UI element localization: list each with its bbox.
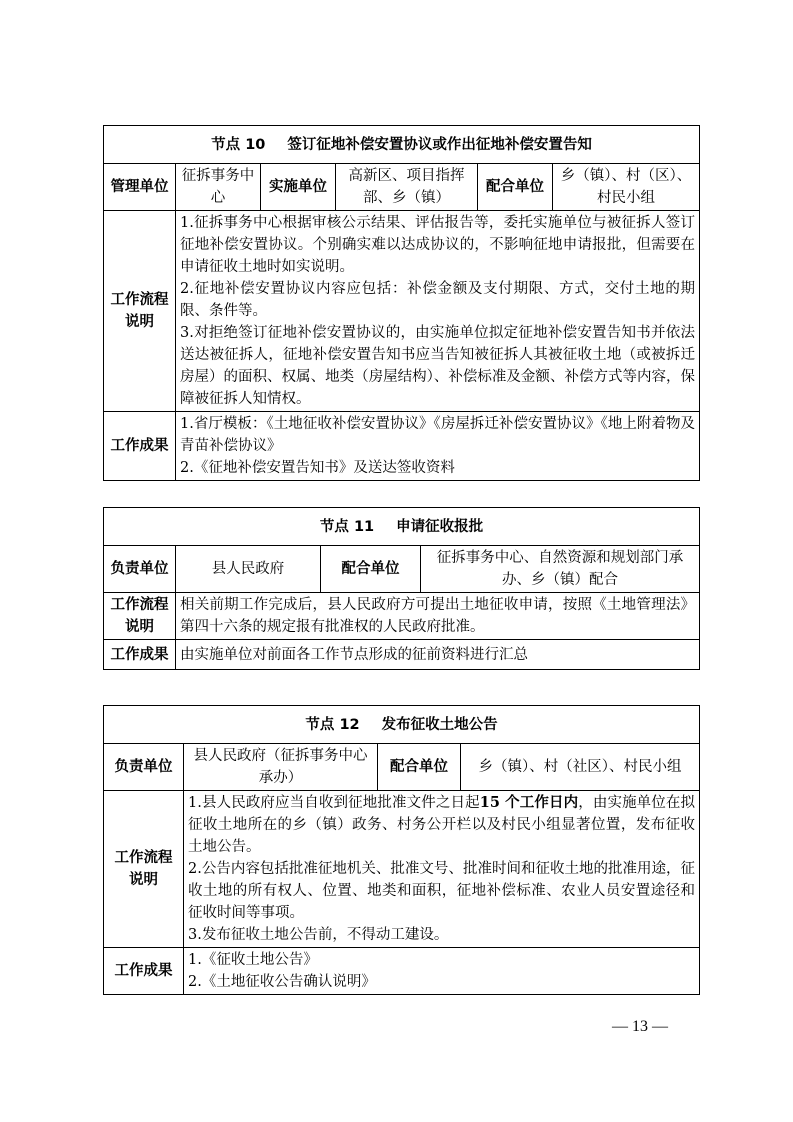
workflow-item-text: 1.县人民政府应当自收到征地批准文件之日起 — [188, 795, 480, 811]
workflow-item: 3.发布征收土地公告前，不得动工建设。 — [188, 927, 449, 943]
work-result-content — [184, 948, 700, 995]
node-12-table — [103, 705, 700, 995]
node-12-number: 节点 12 — [305, 716, 360, 733]
work-result-label: 工作成果 — [104, 412, 176, 481]
workflow-item: 2.征地补偿安置协议内容应包括：补偿金额及支付期限、方式，交付土地的期限、条件等。 — [180, 281, 696, 319]
mgmt-unit-label: 管理单位 — [104, 164, 176, 211]
node-10-title-text: 签订征地补偿安置协议或作出征地补偿安置告知 — [287, 136, 592, 153]
resp-unit-value: 县人民政府（征拆事务中心承办） — [184, 744, 378, 791]
mgmt-unit-value: 征拆事务中心 — [176, 164, 261, 211]
result-item: 2.《土地征收公告确认说明》 — [188, 974, 376, 990]
node-12-title-text: 发布征收土地公告 — [381, 716, 498, 733]
work-result-content: 由实施单位对前面各工作节点形成的征前资料进行汇总 — [176, 640, 700, 670]
result-item: 2.《征地补偿安置告知书》及送达签收资料 — [180, 460, 455, 476]
work-result-label: 工作成果 — [104, 640, 176, 670]
impl-unit-label: 实施单位 — [261, 164, 336, 211]
node-10-title — [104, 126, 700, 164]
workflow-item: 1.征拆事务中心根据审核公示结果、评估报告等，委托实施单位与被征拆人签订征地补偿安置协议。个别确实难以达成协议的，不影响征地申请报批，但需要在申请征收土地时如实说明。 — [180, 215, 696, 275]
workflow-description: 相关前期工作完成后，县人民政府方可提出土地征收申请，按照《土地管理法》第四十六条的规定报有批准权的人民政府批准。 — [176, 593, 700, 640]
coop-unit-label: 配合单位 — [378, 744, 461, 791]
node-10-table — [103, 125, 700, 481]
workflow-label: 工作流程说明 — [104, 593, 176, 640]
result-item: 1.《征收土地公告》 — [188, 952, 318, 968]
work-result-label: 工作成果 — [104, 948, 184, 995]
coop-unit-value: 乡（镇）、村（区）、村民小组 — [553, 164, 700, 211]
work-result-content — [176, 412, 700, 481]
resp-unit-label: 负责单位 — [104, 744, 184, 791]
workflow-label: 工作流程说明 — [104, 791, 184, 948]
workflow-item-text: ，由实施单位在拟征收土地所在的乡（镇）政务、村务公开栏以及村民小组显著位置，发布征收土地公告。 — [188, 795, 696, 855]
resp-unit-label: 负责单位 — [104, 546, 176, 593]
coop-unit-label: 配合单位 — [321, 546, 421, 593]
workflow-label: 工作流程说明 — [104, 211, 176, 412]
result-item: 1.省厅模板：《土地征收补偿安置协议》《房屋拆迁补偿安置协议》《地上附着物及青苗补偿协议》 — [180, 416, 696, 454]
coop-unit-label: 配合单位 — [478, 164, 553, 211]
coop-unit-value: 乡（镇）、村（社区）、村民小组 — [461, 744, 700, 791]
node-11-table — [103, 507, 700, 670]
node-11-title-text: 申请征收报批 — [396, 518, 484, 535]
deadline-emphasis: 15 个工作日内 — [479, 794, 579, 811]
impl-unit-value: 高新区、项目指挥部、乡（镇） — [336, 164, 478, 211]
node-11-number: 节点 11 — [319, 518, 375, 535]
node-10-number: 节点 10 — [211, 136, 266, 153]
workflow-description — [176, 211, 700, 412]
resp-unit-value: 县人民政府 — [176, 546, 321, 593]
workflow-item: 2.公告内容包括批准征地机关、批准文号、批准时间和征收土地的批准用途，征收土地的所有权人、位置、地类和面积，征地补偿标准、农业人员安置途径和征收时间等事项。 — [188, 861, 696, 921]
node-11-title — [104, 508, 700, 546]
workflow-description — [184, 791, 700, 948]
node-12-title — [104, 706, 700, 744]
page-number: — 13 — — [612, 1018, 668, 1035]
workflow-item: 3.对拒绝签订征地补偿安置协议的，由实施单位拟定征地补偿安置告知书并依法送达被征拆人，征地补偿安置告知书应当告知被征拆人其被征收土地（或被拆迁房屋）的面积、权属、地类（房屋结构）、补偿标准及金额、补偿方式等内容，保障被征拆人知情权。 — [180, 325, 696, 407]
workflow-item — [188, 792, 695, 858]
coop-unit-value: 征拆事务中心、自然资源和规划部门承办、乡（镇）配合 — [421, 546, 700, 593]
